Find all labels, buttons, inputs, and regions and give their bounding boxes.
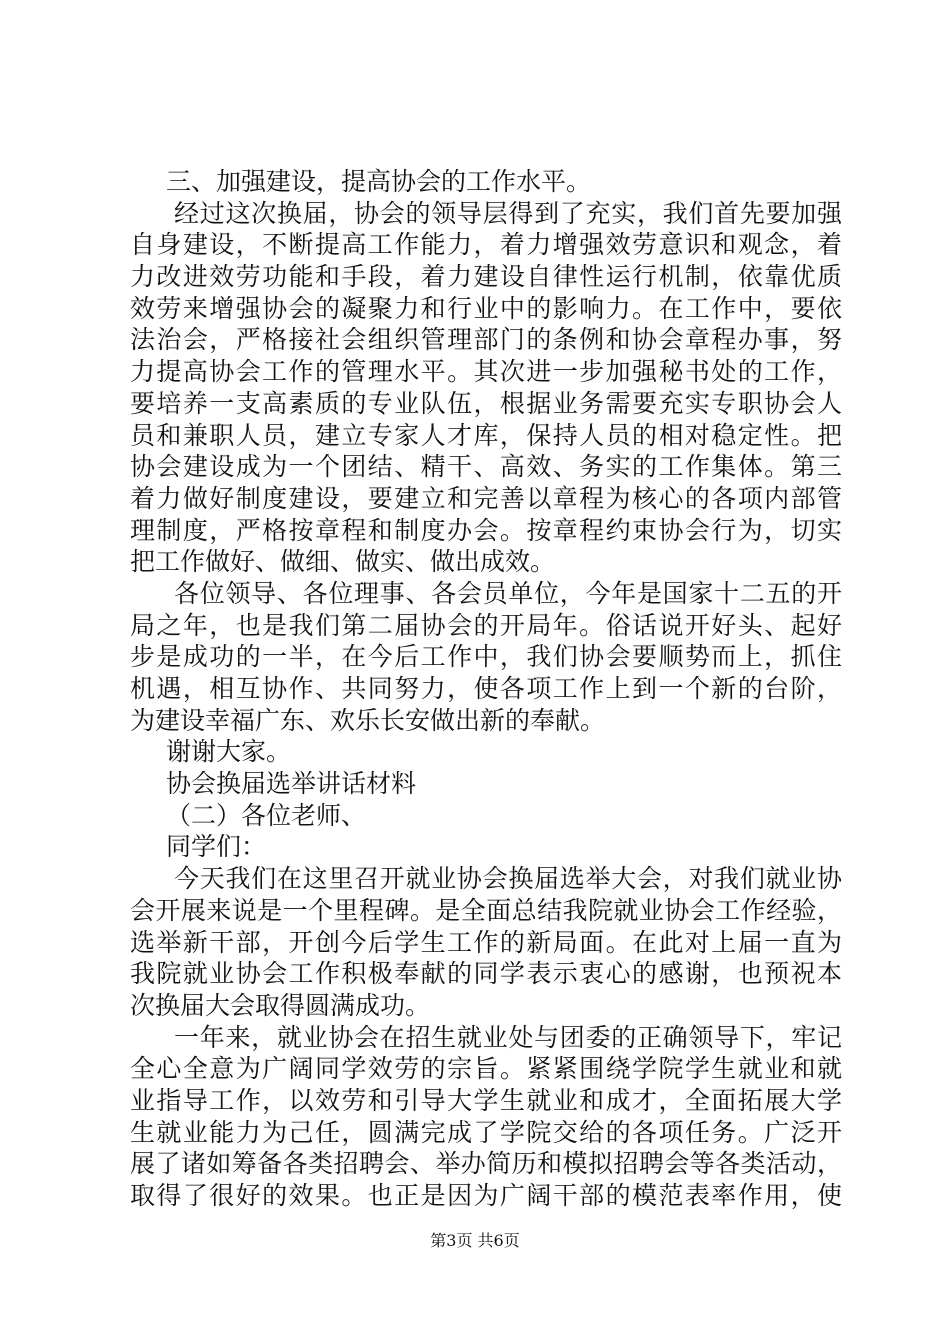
text-line: 展了诸如筹备各类招聘会、举办简历和模拟招聘会等各类活动，: [130, 1149, 842, 1179]
text-line: 会开展来说是一个里程碑。是全面总结我院就业协会工作经验，: [130, 895, 842, 925]
text-line: 生就业能力为己任，圆满完成了学院交给的各项任务。广泛开: [130, 1117, 842, 1147]
text-line: 今天我们在这里召开就业协会换届选举大会，对我们就业协: [174, 864, 842, 894]
text-line: 要培养一支高素质的专业队伍，根据业务需要充实专职协会人: [130, 388, 842, 418]
text-line: 把工作做好、做细、做实、做出成效。: [130, 547, 556, 577]
text-line: 各位领导、各位理事、各会员单位，今年是国家十二五的开: [174, 578, 842, 608]
page-footer: 第3页 共6页: [430, 1231, 520, 1250]
text-line: 员和兼职人员，建立专家人才库，保持人员的相对稳定性。把: [130, 420, 842, 450]
text-line: 协会换届选举讲话材料: [166, 769, 417, 799]
text-line: 选举新干部，开创今后学生工作的新局面。在此对上届一直为: [130, 927, 842, 957]
text-line: 步是成功的一半，在今后工作中，我们协会要顺势而上，抓住: [130, 642, 842, 672]
text-line: （二）各位老师、: [166, 800, 367, 830]
text-line: 三、加强建设，提高协会的工作水平。: [166, 167, 592, 196]
text-line: 法治会，严格接社会组织管理部门的条例和协会章程办事，努: [130, 325, 842, 355]
text-line: 效劳来增强协会的凝聚力和行业中的影响力。在工作中，要依: [130, 293, 842, 323]
text-line: 谢谢大家。: [166, 737, 292, 767]
text-line: 同学们：: [166, 832, 267, 862]
document-body: [130, 166, 842, 1212]
text-line: 着力做好制度建设，要建立和完善以章程为核心的各项内部管: [130, 483, 842, 513]
text-line: 力改进效劳功能和手段，着力建设自律性运行机制，依靠优质: [130, 262, 842, 292]
text-line: 局之年，也是我们第二届协会的开局年。俗话说开好头、起好: [130, 610, 842, 640]
text-line: 业指导工作，以效劳和引导大学生就业和成才，全面拓展大学: [130, 1085, 842, 1115]
text-line: 全心全意为广阔同学效劳的宗旨。紧紧围绕学院学生就业和就: [130, 1054, 842, 1084]
text-line: 经过这次换届，协会的领导层得到了充实，我们首先要加强: [174, 198, 842, 228]
text-line: 力提高协会工作的管理水平。其次进一步加强秘书处的工作，: [130, 357, 842, 387]
text-line: 自身建设，不断提高工作能力，着力增强效劳意识和观念，着: [130, 230, 842, 260]
text-line: 理制度，严格按章程和制度办会。按章程约束协会行为，切实: [130, 515, 842, 545]
text-line: 一年来，就业协会在招生就业处与团委的正确领导下，牢记: [174, 1022, 842, 1052]
text-line: 我院就业协会工作积极奉献的同学表示衷心的感谢，也预祝本: [130, 959, 842, 989]
text-line: 协会建设成为一个团结、精干、高效、务实的工作集体。第三: [130, 452, 842, 482]
text-line: 次换届大会取得圆满成功。: [130, 990, 431, 1020]
text-line: 为建设幸福广东、欢乐长安做出新的奉献。: [130, 705, 606, 735]
text-line: 机遇，相互协作、共同努力，使各项工作上到一个新的台阶，: [130, 674, 842, 703]
text-line: 取得了很好的效果。也正是因为广阔干部的模范表率作用，使: [130, 1181, 842, 1210]
